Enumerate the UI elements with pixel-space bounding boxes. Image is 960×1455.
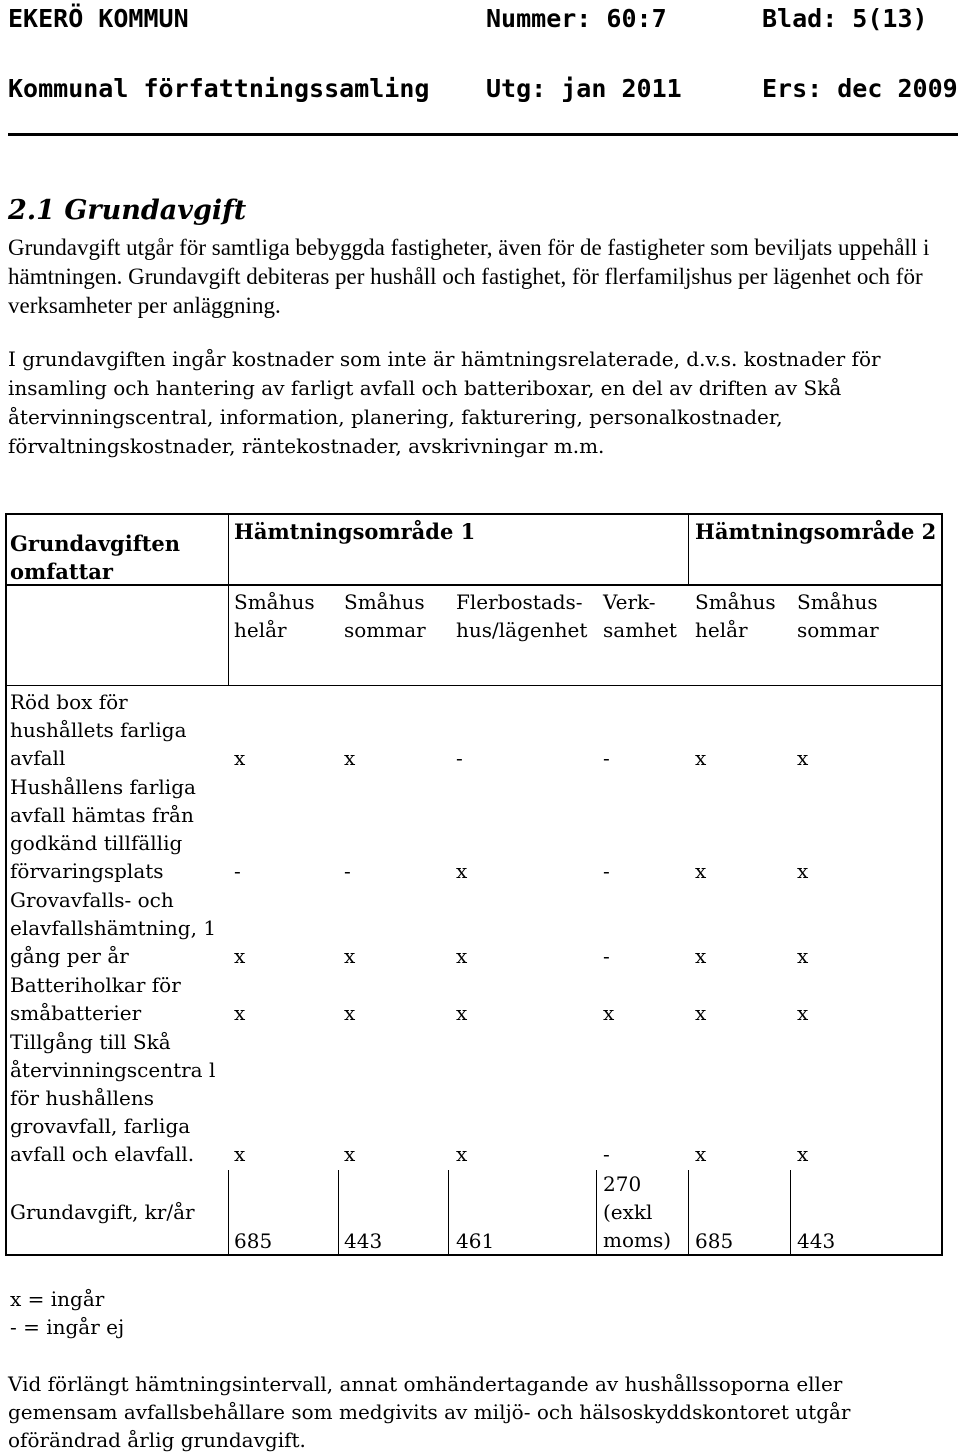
divider bbox=[228, 1170, 229, 1255]
table-cell: x bbox=[234, 746, 246, 770]
divider bbox=[5, 586, 7, 1256]
table-cell: - bbox=[344, 859, 351, 883]
divider bbox=[941, 586, 943, 1256]
divider bbox=[790, 1170, 791, 1255]
table-cell: x bbox=[603, 1001, 615, 1025]
table-cell: x bbox=[695, 746, 707, 770]
fee-cell: 685 bbox=[234, 1229, 273, 1253]
header-rule bbox=[8, 133, 958, 136]
table-cell: - bbox=[603, 944, 610, 968]
area-2-heading: Hämtningsområde 2 bbox=[695, 519, 937, 544]
fee-row-label: Grundavgift, kr/år bbox=[10, 1200, 195, 1224]
document-number: Nummer: 60:7 bbox=[486, 4, 667, 33]
table-cell: x bbox=[456, 944, 468, 968]
table-cell: x bbox=[797, 746, 809, 770]
table-cell: x bbox=[344, 746, 356, 770]
table-cell: x bbox=[234, 1142, 246, 1166]
divider bbox=[448, 1170, 449, 1255]
row-label: Batteriholkar för småbatterier bbox=[10, 973, 181, 1025]
divider bbox=[228, 586, 229, 686]
divider bbox=[688, 513, 689, 586]
table-cell: x bbox=[234, 944, 246, 968]
column-header: Småhus helår bbox=[695, 590, 776, 642]
org-name: EKERÖ KOMMUN bbox=[8, 4, 189, 33]
area-1-heading: Hämtningsområde 1 bbox=[234, 519, 476, 544]
divider bbox=[228, 513, 229, 586]
fee-cell: 685 bbox=[695, 1229, 734, 1253]
table-cell: - bbox=[603, 746, 610, 770]
table-cell: x bbox=[456, 859, 468, 883]
table-cell: x bbox=[344, 1142, 356, 1166]
fee-cell: 443 bbox=[344, 1229, 383, 1253]
table-cell: x bbox=[456, 1001, 468, 1025]
table-cell: x bbox=[456, 1142, 468, 1166]
legend-included: x = ingår bbox=[10, 1287, 105, 1311]
divider bbox=[596, 1170, 597, 1255]
column-header: Småhus sommar bbox=[344, 590, 426, 642]
table-cell: - bbox=[456, 746, 463, 770]
paragraph-1: Grundavgift utgår för samtliga bebyggda fastigheter, även för de fastigheter som beviljats uppehåll i hämtningen. Grundavgift debiteras per hushåll och fastighet, för flerfamiljshus per lägenhet och för verksamheter per anläggning. bbox=[8, 235, 930, 318]
table-cell: x bbox=[695, 1142, 707, 1166]
fee-cell: 270 (exkl moms) bbox=[603, 1172, 672, 1252]
divider bbox=[338, 1170, 339, 1255]
row-label: Tillgång till Skå återvinningscentra l för hushållens grovavfall, farliga avfall och elavfall. bbox=[10, 1030, 216, 1166]
footer-paragraph: Vid förlängt hämtningsintervall, annat omhändertagande av hushållssoporna eller gemensam avfallsbehållare som medgivits av miljö- och hälsoskyddskontoret utgår oförändrad årlig grundavgift. bbox=[8, 1372, 851, 1452]
row-label: Grovavfalls- och elavfallshämtning, 1 gång per år bbox=[10, 888, 217, 968]
table-cell: x bbox=[695, 1001, 707, 1025]
table-cell: x bbox=[797, 944, 809, 968]
column-header: Småhus sommar bbox=[797, 590, 879, 642]
column-header: Småhus helår bbox=[234, 590, 315, 642]
table-cell: - bbox=[603, 859, 610, 883]
table-cell: x bbox=[797, 1142, 809, 1166]
divider bbox=[688, 1170, 689, 1255]
table-cell: - bbox=[603, 1142, 610, 1166]
table-cell: - bbox=[234, 859, 241, 883]
paragraph-2: I grundavgiften ingår kostnader som inte är hämtningsrelaterade, d.v.s. kostnader för insamling och hantering av farligt avfall och batteriboxar, en del av driften av Skå återvinningscentral, information, planering, fakturering, personalkostnader, förvaltningskostnader, räntekostnader, avskrivningar m.m. bbox=[8, 347, 881, 458]
table-cell: x bbox=[344, 1001, 356, 1025]
table-cell: x bbox=[797, 859, 809, 883]
column-header: Verk- samhet bbox=[603, 590, 677, 642]
table-cell: x bbox=[695, 944, 707, 968]
issue-date: Utg: jan 2011 bbox=[486, 74, 682, 103]
row-label: Hushållens farliga avfall hämtas från godkänd tillfällig förvaringsplats bbox=[10, 775, 196, 883]
table-cell: x bbox=[234, 1001, 246, 1025]
table-corner-label: Grundavgiften omfattar bbox=[10, 531, 181, 584]
collection-name: Kommunal författningssamling bbox=[8, 74, 430, 103]
fee-cell: 461 bbox=[456, 1229, 495, 1253]
sheet-number: Blad: 5(13) bbox=[762, 4, 928, 33]
legend-not-included: - = ingår ej bbox=[10, 1315, 125, 1339]
replaces-date: Ers: dec 2009 bbox=[762, 74, 958, 103]
column-header: Flerbostads- hus/lägenhet bbox=[456, 590, 588, 642]
divider bbox=[5, 685, 943, 686]
table-cell: x bbox=[797, 1001, 809, 1025]
fee-cell: 443 bbox=[797, 1229, 836, 1253]
row-label: Röd box för hushållets farliga avfall bbox=[10, 690, 187, 770]
table-cell: x bbox=[344, 944, 356, 968]
table-cell: x bbox=[695, 859, 707, 883]
section-title: 2.1 Grundavgift bbox=[8, 195, 247, 226]
